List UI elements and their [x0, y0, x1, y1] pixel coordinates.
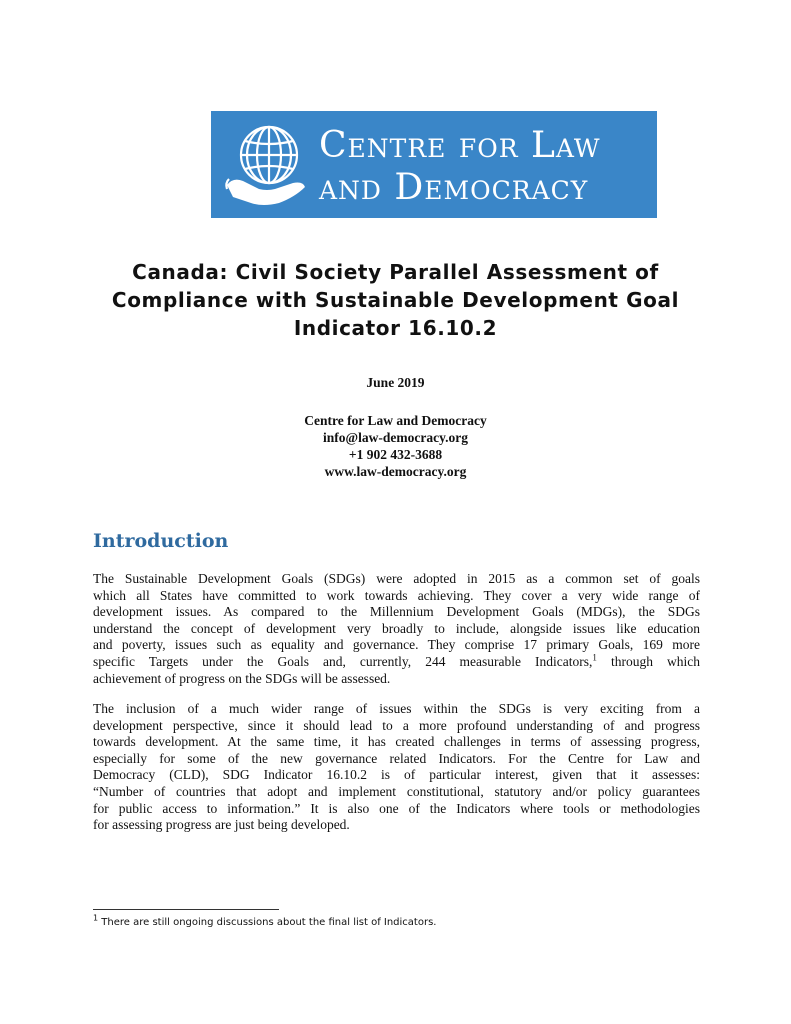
paragraph-line: development issues. As compared to the Millennium Development Goals (MDGs), the SDGs [93, 604, 700, 620]
footnote-number: 1 [93, 913, 99, 923]
paragraph-line: “Number of countries that adopt and implement constitutional, statutory and/or policy guarantees [93, 783, 700, 799]
paragraph-line: understand the concept of development very broadly to include, alongside issues like education [93, 620, 700, 636]
intro-paragraph-1 [93, 571, 700, 687]
globe-in-hand-icon [223, 119, 311, 211]
contact-website[interactable]: www.law-democracy.org [324, 464, 467, 479]
paragraph-text: specific Targets under the Goals and, currently, 244 measurable Indicators, [93, 653, 593, 669]
paragraph-line: development perspective, since it should lead to a more profound understanding of and progress [93, 717, 700, 733]
contact-block [60, 412, 731, 480]
cld-logo [211, 111, 657, 218]
contact-email[interactable]: info@law-democracy.org [323, 430, 468, 445]
publication-date: June 2019 [366, 375, 425, 390]
title-line-3: Indicator 16.10.2 [293, 316, 498, 340]
footnote-ref[interactable]: 1 [592, 652, 597, 663]
contact-organization: Centre for Law and Democracy [304, 413, 487, 428]
paragraph-line: and poverty, issues such as equality and governance. They comprise 17 primary Goals, 169 more [93, 637, 700, 653]
footnote-text: There are still ongoing discussions about the final list of Indicators. [98, 917, 437, 928]
footnote [93, 913, 437, 928]
title-line-1: Canada: Civil Society Parallel Assessment of [132, 260, 659, 284]
paragraph-line: achievement of progress on the SDGs will be assessed. [93, 670, 391, 686]
paragraph-line: for public access to information.” It is also one of the Indicators where tools or methodologies [93, 800, 700, 816]
title-line-2: Compliance with Sustainable Development Goal [111, 288, 680, 312]
paragraph-text: through which [596, 653, 700, 669]
logo-text-line1: Centre for Law [319, 125, 601, 166]
paragraph-line: Democracy (CLD), SDG Indicator 16.10.2 is of particular interest, given that it assesses: [93, 767, 700, 783]
intro-paragraph-2 [93, 701, 700, 834]
contact-phone: +1 902 432-3688 [348, 447, 443, 462]
footnote-divider [93, 909, 279, 910]
paragraph-line: towards development. At the same time, it has created challenges in terms of assessing progress, [93, 734, 700, 750]
paragraph-line: for assessing progress are just being developed. [93, 817, 350, 833]
paragraph-line: which all States have committed to work towards achieving. They cover a very wide range of [93, 587, 700, 603]
logo-text-line2: and Democracy [319, 167, 589, 208]
document-title [60, 258, 731, 342]
paragraph-line: especially for some of the new governance related Indicators. For the Centre for Law and [93, 750, 700, 766]
paragraph-line: The inclusion of a much wider range of issues within the SDGs is very exciting from a [93, 701, 700, 716]
section-heading: Introduction [93, 530, 229, 552]
paragraph-line: The Sustainable Development Goals (SDGs) were adopted in 2015 as a common set of goals [93, 571, 700, 586]
paragraph-line [93, 654, 700, 671]
